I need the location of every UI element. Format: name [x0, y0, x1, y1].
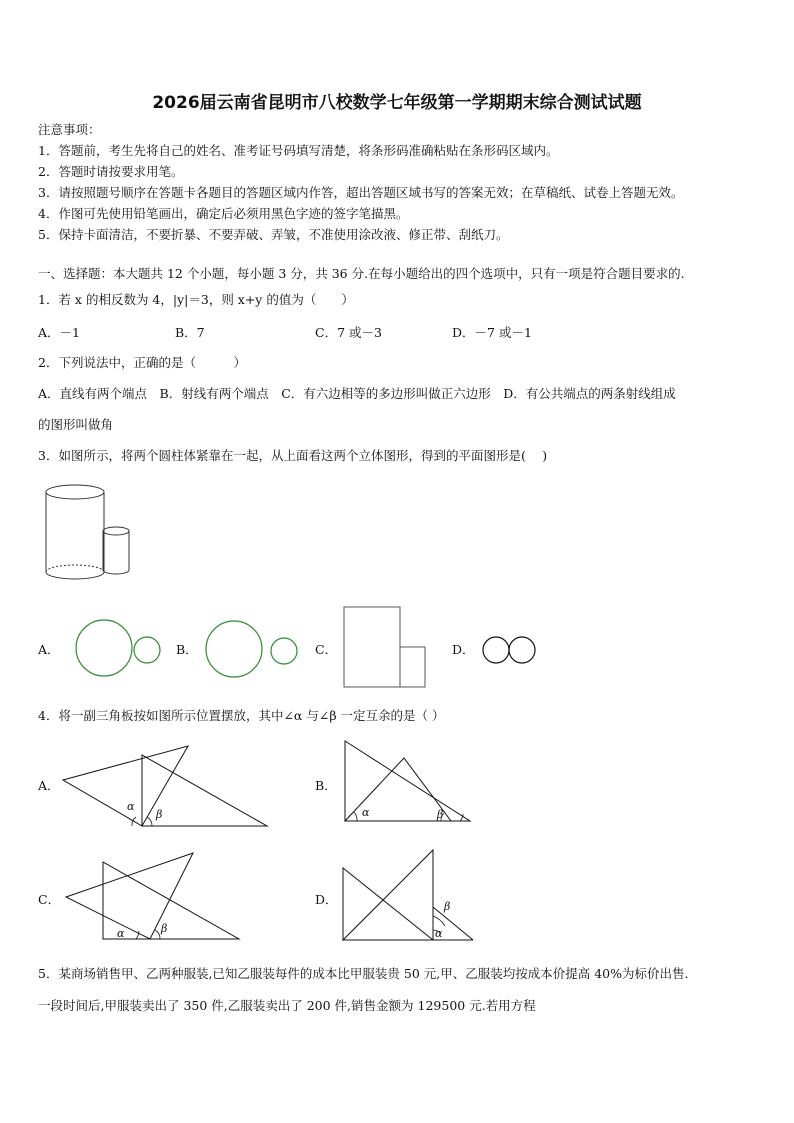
q4-option-a-triangles	[60, 742, 275, 832]
q3-label-d: D．	[452, 642, 475, 657]
notice-heading: 注意事项：	[38, 122, 101, 137]
q4-option-d-triangles	[340, 846, 480, 946]
q4-label-c: C．	[38, 892, 61, 907]
notice-item-3: 3．请按照题号顺序在答题卡各题目的答题区域内作答，超出答题区域书写的答案无效；在草稿纸、试卷上答题无效。	[38, 185, 684, 200]
q3-stem: 3．如图所示，将两个圆柱体紧靠在一起，从上面看这两个立体图形，得到的平面图形是( )	[38, 448, 548, 463]
q3-label-a: A．	[38, 642, 60, 657]
q1-stem: 1．若 x 的相反数为 4，|y|＝3，则 x+y 的值为（ ）	[38, 292, 354, 307]
q3-option-c-rectangles	[340, 605, 430, 690]
alpha-label: α	[435, 927, 443, 940]
notice-item-2: 2．答题时请按要求用笔。	[38, 164, 184, 179]
q3-option-b-circles	[203, 620, 303, 680]
alpha-label: α	[127, 800, 135, 813]
beta-label: β	[444, 900, 451, 913]
section-heading: 一、选择题：本大题共 12 个小题，每小题 3 分，共 36 分.在每小题给出的四个选项中，只有一项是符合题目要求的.	[38, 266, 685, 281]
notice-item-1: 1．答题前，考生先将自己的姓名、准考证号码填写清楚，将条形码准确粘贴在条形码区域内。	[38, 143, 559, 158]
q5-line1: 5．某商场销售甲、乙两种服装,已知乙服装每件的成本比甲服装贵 50 元,甲、乙服装均按成本价提高 40%为标价出售.	[38, 966, 689, 981]
q1-option-c: C．7 或－3	[315, 325, 382, 340]
alpha-label: α	[362, 806, 370, 819]
q3-label-b: B．	[176, 642, 198, 657]
notice-item-5: 5．保持卡面清洁，不要折暴、不要弄破、弄皱，不准使用涂改液、修正带、刮纸刀。	[38, 227, 509, 242]
q4-option-b-triangles	[340, 738, 475, 828]
beta-label: β	[156, 808, 163, 821]
q1-option-a: A．－1	[38, 325, 80, 340]
q4-label-a: A．	[38, 778, 60, 793]
q1-option-b: B．7	[175, 325, 205, 340]
q4-label-b: B．	[315, 778, 337, 793]
q2-stem: 2．下列说法中，正确的是（ ）	[38, 355, 246, 370]
q4-option-c-triangles	[62, 850, 247, 945]
q3-option-d-circles	[480, 633, 540, 668]
q4-label-d: D．	[315, 892, 338, 907]
q5-line2: 一段时间后,甲服装卖出了 350 件,乙服装卖出了 200 件,销售金额为 129500 元.若用方程	[38, 998, 536, 1013]
q2-options-line1: A．直线有两个端点 B．射线有两个端点 C．有六边相等的多边形叫做正六边形 D．有公共端点的两条射线组成	[38, 386, 676, 401]
q1-option-d: D．－7 或－1	[452, 325, 532, 340]
beta-label: β	[437, 808, 444, 821]
q2-options-line2: 的图形叫做角	[38, 417, 114, 432]
q3-option-a-circles	[75, 618, 165, 678]
cylinders-figure	[40, 480, 140, 585]
beta-label: β	[161, 922, 168, 935]
q3-label-c: C．	[315, 642, 338, 657]
notice-item-4: 4．作图可先使用铅笔画出，确定后必须用黑色字迹的签字笔描黑。	[38, 206, 409, 221]
q4-stem: 4．将一副三角板按如图所示位置摆放，其中∠α 与∠β 一定互余的是（ ）	[38, 708, 445, 723]
page-title: 2026届云南省昆明市八校数学七年级第一学期期末综合测试试题	[152, 93, 642, 113]
alpha-label: α	[117, 927, 125, 940]
